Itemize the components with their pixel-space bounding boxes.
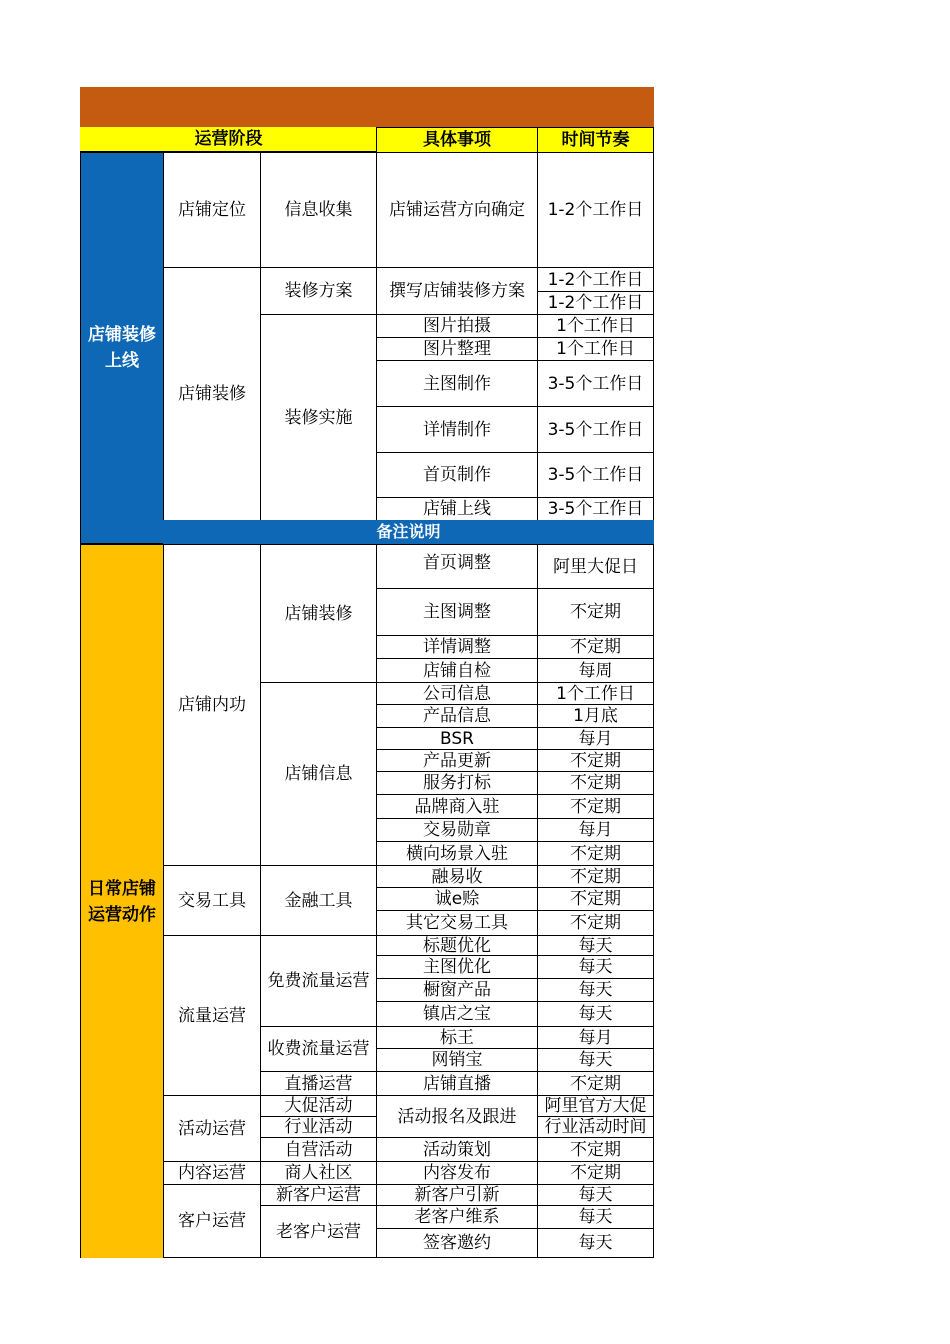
table-row-time: 不定期 <box>537 910 654 936</box>
table-row-item: 详情调整 <box>376 635 538 659</box>
table-row-item: BSR <box>376 727 538 750</box>
table-row-time: 每天 <box>537 1228 654 1258</box>
sub-decoration-plan: 装修方案 <box>260 267 377 315</box>
category-customer: 客户运营 <box>163 1184 261 1258</box>
category-content: 内容运营 <box>163 1161 261 1185</box>
table-row-item: 诚e赊 <box>376 887 538 911</box>
sub-self-run: 自营活动 <box>260 1137 377 1162</box>
sub-community: 商人社区 <box>260 1161 377 1185</box>
table-row-time: 不定期 <box>537 1161 654 1185</box>
table-row-item: 主图优化 <box>376 955 538 979</box>
table-row-item: 签客邀约 <box>376 1228 538 1258</box>
table-row-item: 新客户引新 <box>376 1184 538 1206</box>
sub-old-customer: 老客户运营 <box>260 1205 377 1258</box>
header-stage: 运营阶段 <box>80 127 377 152</box>
table-row-item: 镇店之宝 <box>376 1001 538 1027</box>
category-store-decoration: 店铺装修 <box>163 267 261 521</box>
table-row-time: 每天 <box>537 1184 654 1206</box>
table-row-item: 产品更新 <box>376 749 538 772</box>
table-row-time: 每天 <box>537 1205 654 1229</box>
category-store-positioning: 店铺定位 <box>163 152 261 268</box>
table-row-time: 1个工作日 <box>537 314 654 338</box>
sub-promo: 大促活动 <box>260 1095 377 1117</box>
sub-live: 直播运营 <box>260 1071 377 1096</box>
table-row-time: 3-5个工作日 <box>537 452 654 498</box>
header-item: 具体事项 <box>376 127 538 153</box>
item-decoration-plan: 撰写店铺装修方案 <box>376 267 538 315</box>
table-row-item: 网销宝 <box>376 1048 538 1072</box>
table-row-item: 老客户维系 <box>376 1205 538 1229</box>
table-row-time: 3-5个工作日 <box>537 360 654 407</box>
table-row-time: 每天 <box>537 935 654 956</box>
table-row-item: 横向场景入驻 <box>376 841 538 866</box>
time-direction: 1-2个工作日 <box>537 152 654 268</box>
category-traffic: 流量运营 <box>163 935 261 1096</box>
table-row-item: 交易勋章 <box>376 818 538 842</box>
table-row-item: 主图调整 <box>376 588 538 636</box>
table-row-time: 每月 <box>537 727 654 750</box>
category-activity: 活动运营 <box>163 1095 261 1162</box>
table-row-item: 服务打标 <box>376 771 538 795</box>
time-promo: 阿里官方大促 <box>537 1095 654 1117</box>
table-row-item: 活动策划 <box>376 1137 538 1162</box>
table-row-time: 不定期 <box>537 588 654 636</box>
sub-decoration-implementation: 装修实施 <box>260 314 377 521</box>
table-row-time: 阿里大促日 <box>537 544 654 589</box>
sub-store-info: 店铺信息 <box>260 682 377 866</box>
table-row-item: 详情制作 <box>376 406 538 453</box>
time-industry: 行业活动时间 <box>537 1116 654 1138</box>
table-row-time: 不定期 <box>537 771 654 795</box>
time-plan-b: 1-2个工作日 <box>537 291 654 315</box>
table-row-item: 产品信息 <box>376 704 538 728</box>
table-row-time: 每周 <box>537 658 654 683</box>
item-activity-signup: 活动报名及跟进 <box>376 1095 538 1138</box>
table-row-item: 店铺上线 <box>376 497 538 521</box>
sub-store-decoration: 店铺装修 <box>260 544 377 683</box>
sub-paid-traffic: 收费流量运营 <box>260 1026 377 1072</box>
table-row-time: 每天 <box>537 1001 654 1027</box>
table-row-time: 每月 <box>537 818 654 842</box>
table-row-item: 店铺直播 <box>376 1071 538 1096</box>
stage-store-decoration-launch: 店铺装修 上线 <box>80 152 164 544</box>
table-row-time: 1个工作日 <box>537 337 654 361</box>
table-row-time: 3-5个工作日 <box>537 497 654 521</box>
sub-info-collection: 信息收集 <box>260 152 377 268</box>
table-row-item: 图片整理 <box>376 337 538 361</box>
header-time: 时间节奏 <box>537 127 654 153</box>
table-row-item: 公司信息 <box>376 682 538 705</box>
sub-new-customer: 新客户运营 <box>260 1184 377 1206</box>
table-row-time: 不定期 <box>537 635 654 659</box>
table-row-time: 每天 <box>537 978 654 1002</box>
sub-industry: 行业活动 <box>260 1116 377 1138</box>
table-row-time: 不定期 <box>537 865 654 888</box>
table-row-item: 首页制作 <box>376 452 538 498</box>
remarks-bar: 备注说明 <box>163 520 654 544</box>
table-row-time: 不定期 <box>537 841 654 866</box>
table-row-item: 其它交易工具 <box>376 910 538 936</box>
table-row-item: 融易收 <box>376 865 538 888</box>
table-row-time: 不定期 <box>537 794 654 819</box>
time-plan-a: 1-2个工作日 <box>537 267 654 292</box>
table-row-time: 不定期 <box>537 749 654 772</box>
table-row-time: 每天 <box>537 1048 654 1072</box>
table-row-item: 橱窗产品 <box>376 978 538 1002</box>
table-row-item: 标王 <box>376 1026 538 1049</box>
table-row-time: 每天 <box>537 955 654 979</box>
category-trade-tools: 交易工具 <box>163 865 261 936</box>
table-row-item: 店铺自检 <box>376 658 538 683</box>
item-direction: 店铺运营方向确定 <box>376 152 538 268</box>
category-store-internal: 店铺内功 <box>163 544 261 866</box>
table-row-time: 不定期 <box>537 1137 654 1162</box>
table-row-item: 内容发布 <box>376 1161 538 1185</box>
title-bar <box>80 87 654 127</box>
table-row-item: 品牌商入驻 <box>376 794 538 819</box>
sub-free-traffic: 免费流量运营 <box>260 935 377 1027</box>
table-row-item: 标题优化 <box>376 935 538 956</box>
table-row-time: 1个工作日 <box>537 682 654 705</box>
sub-finance-tools: 金融工具 <box>260 865 377 936</box>
table-row-item: 首页调整 <box>376 544 538 589</box>
table-row-item: 主图制作 <box>376 360 538 407</box>
stage-daily-operations: 日常店铺 运营动作 <box>80 544 164 1258</box>
table-row-time: 1月底 <box>537 704 654 728</box>
table-row-item: 图片拍摄 <box>376 314 538 338</box>
table-row-time: 每月 <box>537 1026 654 1049</box>
table-row-time: 不定期 <box>537 887 654 911</box>
table-row-time: 不定期 <box>537 1071 654 1096</box>
table-row-time: 3-5个工作日 <box>537 406 654 453</box>
